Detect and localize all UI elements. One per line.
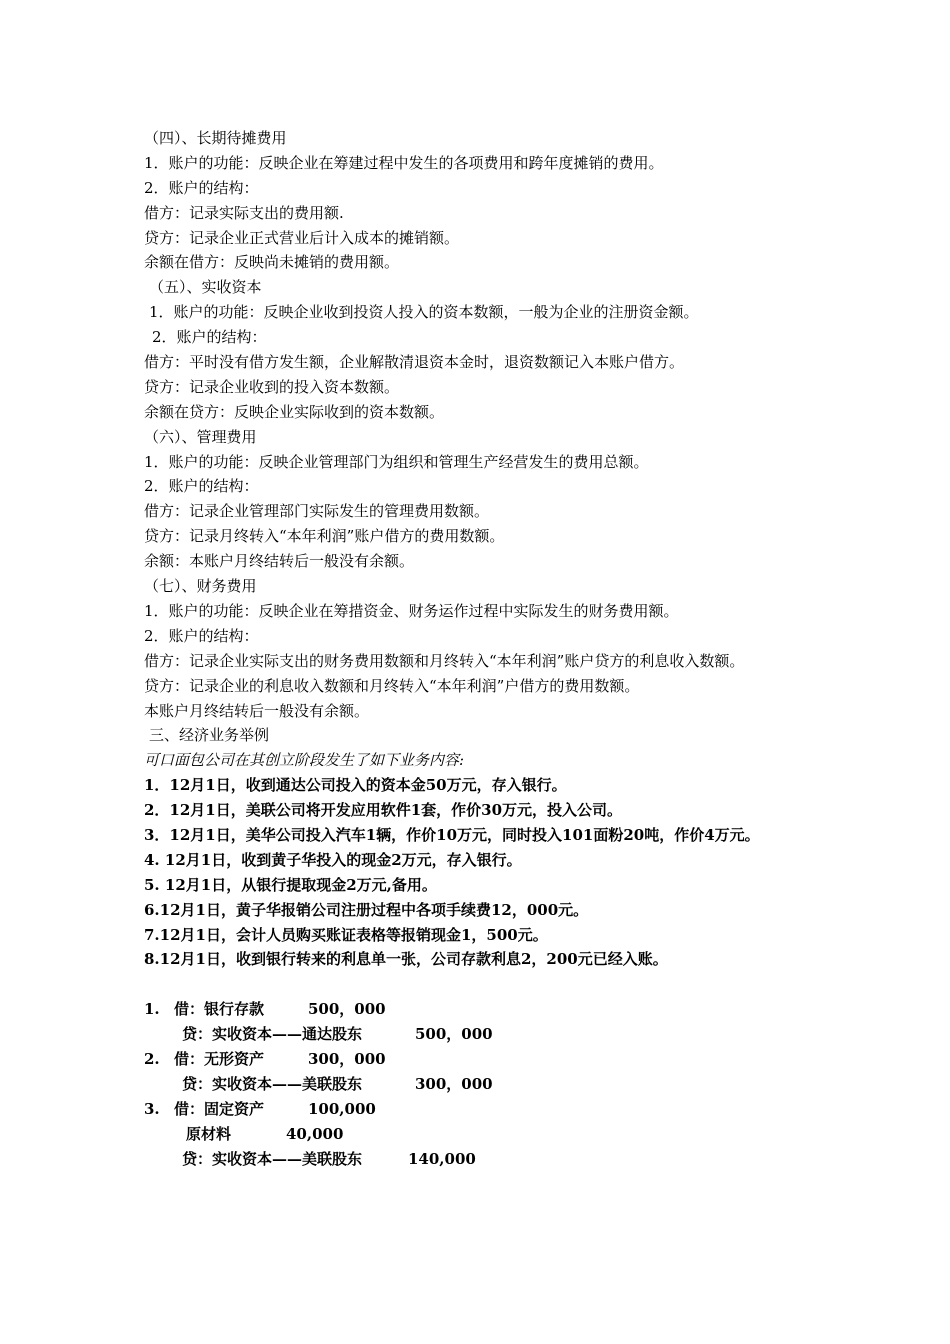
text-line: 贷方：记录企业收到的投入资本数额。 — [144, 377, 400, 396]
entry-debit-label: 借：银行存款 — [174, 1000, 265, 1019]
section-business-examples — [144, 723, 816, 972]
text-line: 借方：平时没有借方发生额，企业解散清退资本金时，退资数额记入本账户借方。 — [144, 353, 685, 372]
text-line: 贷方：记录月终转入“本年利润”账户借方的费用数额。 — [144, 527, 505, 546]
entry-number: 3. — [144, 1099, 160, 1118]
entry-debit-label: 借：固定资产 — [174, 1099, 265, 1118]
section-heading: （四）、长期待摊费用 — [144, 129, 287, 147]
entry-credit-amount: 500，000 — [415, 1025, 493, 1044]
text-line: 余额在贷方：反映企业实际收到的资本数额。 — [144, 402, 445, 421]
example-item: 8.12月1日，收到银行转来的利息单一张，公司存款利息2，200元已经入账。 — [144, 950, 668, 969]
text-line: 2．账户的结构： — [144, 178, 259, 197]
text-line: 1．账户的功能：反映企业管理部门为组织和管理生产经营发生的费用总额。 — [144, 452, 649, 471]
section-administrative-expenses — [144, 425, 816, 574]
document-page — [144, 126, 816, 1171]
text-line: 1．账户的功能：反映企业收到投资人投入的资本数额，一般为企业的注册资金额。 — [149, 303, 699, 322]
spacer — [144, 972, 816, 997]
entry-credit-label: 贷：实收资本——美联股东 — [182, 1074, 363, 1093]
text-line: 余额在借方：反映尚未摊销的费用额。 — [144, 253, 400, 272]
text-line: 1．账户的功能：反映企业在筹措资金、财务运作过程中实际发生的财务费用额。 — [144, 601, 679, 620]
text-line: 贷方：记录企业的利息收入数额和月终转入“本年利润”户借方的费用数额。 — [144, 676, 640, 695]
entry-number: 2. — [144, 1049, 160, 1068]
section-financial-expenses — [144, 574, 816, 723]
entry-debit-amount: 100,000 — [308, 1099, 376, 1118]
example-item: 3．12月1日，美华公司投入汽车1辆，作价10万元，同时投入101面粉20吨，作价4万元。 — [144, 825, 760, 844]
example-item: 1．12月1日，收到通达公司投入的资本金50万元，存入银行。 — [144, 776, 567, 795]
entry-credit-amount: 140,000 — [408, 1149, 476, 1168]
text-line: 借方：记录企业实际支出的财务费用数额和月终转入“本年利润”账户贷方的利息收入数额。 — [144, 651, 745, 670]
entry-debit-row — [144, 1047, 816, 1072]
entry-extra-amount: 40,000 — [286, 1124, 344, 1143]
section-heading: （五）、实收资本 — [149, 278, 262, 297]
entry-credit-amount: 300，000 — [415, 1074, 493, 1093]
entry-debit-amount: 300，000 — [308, 1049, 386, 1068]
text-line: 2．账户的结构： — [144, 477, 259, 496]
entry-debit-label: 借：无形资产 — [174, 1049, 265, 1068]
section-heading: 三、经济业务举例 — [149, 726, 270, 745]
text-line: 2．账户的结构： — [152, 328, 267, 347]
text-line: 贷方：记录企业正式营业后计入成本的摊销额。 — [144, 228, 460, 247]
entry-extra-debit-row — [144, 1122, 816, 1147]
entry-debit-amount: 500，000 — [308, 1000, 386, 1019]
text-line: 2．账户的结构： — [144, 626, 259, 645]
example-item: 2．12月1日，美联公司将开发应用软件1套，作价30万元，投入公司。 — [144, 801, 623, 820]
entry-debit-row — [144, 1097, 816, 1122]
journal-entries — [144, 997, 816, 1171]
section-heading: （六）、管理费用 — [144, 427, 257, 446]
entry-extra-label: 原材料 — [186, 1124, 232, 1143]
section-deferred-expenses — [144, 126, 816, 275]
text-line: 借方：记录实际支出的费用额. — [144, 203, 344, 222]
text-line: 余额：本账户月终结转后一般没有余额。 — [144, 552, 415, 571]
text-line: 借方：记录企业管理部门实际发生的管理费用数额。 — [144, 502, 490, 521]
entry-credit-row — [144, 1147, 816, 1172]
text-line: 1．账户的功能：反映企业在筹建过程中发生的各项费用和跨年度摊销的费用。 — [144, 153, 664, 172]
section-paid-in-capital — [144, 275, 816, 424]
example-item: 6.12月1日，黄子华报销公司注册过程中各项手续费12，000元。 — [144, 900, 589, 919]
example-item: 4. 12月1日，收到黄子华投入的现金2万元，存入银行。 — [144, 850, 522, 869]
entry-credit-label: 贷：实收资本——通达股东 — [182, 1025, 363, 1044]
entry-credit-row — [144, 1022, 816, 1047]
example-item: 7.12月1日，会计人员购买账证表格等报销现金1，500元。 — [144, 925, 548, 944]
entry-debit-row — [144, 997, 816, 1022]
examples-intro: 可口面包公司在其创立阶段发生了如下业务内容: — [144, 751, 465, 770]
text-line: 本账户月终结转后一般没有余额。 — [144, 701, 370, 720]
section-heading: （七）、财务费用 — [144, 577, 257, 596]
entry-credit-label: 贷：实收资本——美联股东 — [182, 1149, 363, 1168]
example-item: 5. 12月1日，从银行提取现金2万元,备用。 — [144, 875, 437, 894]
entry-credit-row — [144, 1072, 816, 1097]
entry-number: 1. — [144, 1000, 160, 1019]
